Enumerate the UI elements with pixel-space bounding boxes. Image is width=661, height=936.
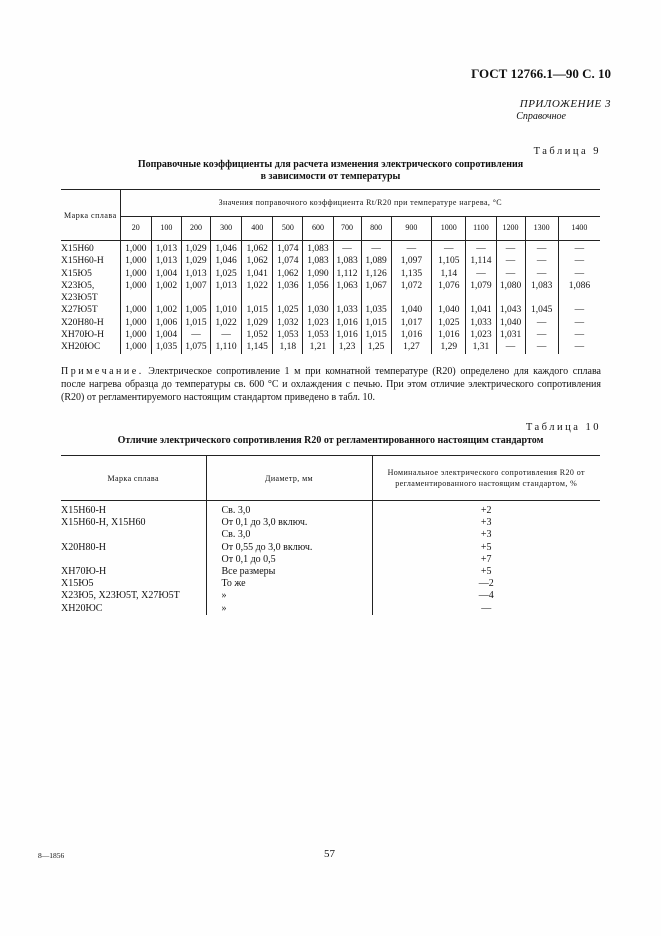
table9-cell: 1,006 <box>151 317 181 329</box>
table9-cell: 1,000 <box>120 241 151 256</box>
table9-alloy-name: Х20Н80-Н <box>61 317 104 328</box>
table9-cell: 1,036 <box>273 280 303 292</box>
table9-cell: 1,112 <box>333 268 361 280</box>
table10-diameter: От 0,1 до 0,5 <box>206 554 372 566</box>
table9-cell: 1,000 <box>120 268 151 280</box>
table9-temp-header: 1300 <box>525 217 558 241</box>
table10 <box>61 456 600 615</box>
table9-cell: 1,002 <box>151 304 181 316</box>
table10-value: +2 <box>372 501 600 518</box>
table9-alloy-name: ХН70Ю-Н <box>61 330 105 341</box>
table9-cell <box>211 292 242 304</box>
table9-cell: 1,14 <box>432 268 466 280</box>
table9-cell: 1,27 <box>391 341 431 353</box>
table9-temp-header: 700 <box>333 217 361 241</box>
table10-grade: ХН70Ю-Н <box>61 566 107 578</box>
table9-alloy-name: ХН20ЮС <box>61 342 101 353</box>
table9-header-values: Значения поправочного коэффициента Rt/R20 при температуре нагрева, °С <box>120 190 600 217</box>
table9-cell <box>391 292 431 304</box>
table10-grade: Х15Н60-Н <box>61 505 106 516</box>
table-row <box>61 329 600 341</box>
table10-grade: Х15Ю5 <box>61 578 94 590</box>
table9-temp-header: 400 <box>242 217 273 241</box>
table9-cell: — <box>496 255 525 267</box>
table-row <box>61 268 600 280</box>
table9-cell: 1,062 <box>273 268 303 280</box>
table9-cell: 1,013 <box>151 241 181 256</box>
table9-cell: 1,016 <box>333 329 361 341</box>
table9-temp-header: 300 <box>211 217 242 241</box>
table9-cell: 1,041 <box>242 268 273 280</box>
table10-value: +5 <box>372 542 600 554</box>
table9-cell: 1,105 <box>432 255 466 267</box>
table9-cell: 1,135 <box>391 268 431 280</box>
table-row <box>61 529 600 541</box>
table10-value: —4 <box>372 590 600 602</box>
table9-cell: 1,005 <box>181 304 210 316</box>
table-row <box>61 304 600 316</box>
document-header: ГОСТ 12766.1—90 С. 10 <box>471 66 611 81</box>
table9-cell: 1,040 <box>391 304 431 316</box>
table10-header-grade: Марка сплава <box>61 456 206 501</box>
table9-cell: 1,029 <box>242 317 273 329</box>
table9-temp-header: 800 <box>361 217 391 241</box>
table9-cell <box>466 292 496 304</box>
table-row <box>61 341 600 353</box>
table9-cell: 1,097 <box>391 255 431 267</box>
table9-cell: 1,040 <box>496 317 525 329</box>
table9-cell: 1,025 <box>432 317 466 329</box>
table9-cell: 1,033 <box>466 317 496 329</box>
note-lead: Примечание. <box>61 366 144 377</box>
table9-cell: 1,18 <box>273 341 303 353</box>
table9-cell: 1,062 <box>242 255 273 267</box>
table9-cell: — <box>558 241 600 256</box>
table-row <box>61 317 600 329</box>
table10-grade <box>61 529 206 541</box>
table9-cell: — <box>525 341 558 353</box>
table9-cell: 1,000 <box>120 304 151 316</box>
table10-diameter: От 0,55 до 3,0 включ. <box>206 542 372 554</box>
table9-cell: 1,023 <box>303 317 333 329</box>
table9-cell: 1,016 <box>391 329 431 341</box>
table9-cell: 1,126 <box>361 268 391 280</box>
table9-cell: — <box>525 241 558 256</box>
table9-cell: — <box>558 317 600 329</box>
table9-temp-header: 20 <box>120 217 151 241</box>
table9-cell: 1,010 <box>211 304 242 316</box>
table9-cell <box>333 292 361 304</box>
table9-cell: 1,110 <box>211 341 242 353</box>
table10-grade: ХН20ЮС <box>61 602 103 614</box>
table10-grade: Х20Н80-Н <box>61 541 106 553</box>
table9 <box>61 190 600 354</box>
table9-cell <box>432 292 466 304</box>
table9-cell: — <box>466 241 496 256</box>
table9-cell: 1,076 <box>432 280 466 292</box>
table9-temp-header: 500 <box>273 217 303 241</box>
table9-cell: — <box>558 304 600 316</box>
table9-cell: 1,022 <box>211 317 242 329</box>
table9-cell: — <box>496 341 525 353</box>
table9-header-name: Марка сплава <box>61 190 120 241</box>
appendix-title: ПРИЛОЖЕНИЕ 3 <box>519 98 611 110</box>
table10-value: —2 <box>372 578 600 590</box>
table10-diameter: От 0,1 до 3,0 включ. <box>206 517 372 529</box>
table-row <box>61 501 600 518</box>
table9-label: Таблица 9 <box>533 146 601 157</box>
table9-cell <box>303 292 333 304</box>
footer-code: 8—1856 <box>38 851 65 860</box>
appendix-subtitle: Справочное <box>516 111 566 122</box>
table9-cell: — <box>558 255 600 267</box>
table10-diameter: » <box>206 603 372 615</box>
table9-cell: 1,015 <box>361 329 391 341</box>
table9-cell: 1,21 <box>303 341 333 353</box>
table9-cell: 1,035 <box>361 304 391 316</box>
table9-alloy-name: Х15Н60 <box>61 244 94 254</box>
table9-cell: 1,063 <box>333 280 361 292</box>
table9-cell: — <box>496 268 525 280</box>
table9-temp-header: 1000 <box>432 217 466 241</box>
table9-cell <box>120 292 151 304</box>
table9-cell: 1,000 <box>120 329 151 341</box>
table9-cell: — <box>525 317 558 329</box>
table-row <box>61 280 600 292</box>
table10-value: +3 <box>372 517 600 529</box>
table9-alloy-name: Х15Н60-Н <box>61 256 104 267</box>
table9-cell: 1,23 <box>333 341 361 353</box>
table9-cell: — <box>361 241 391 256</box>
table9-alloy-name: Х15Ю5 <box>61 268 92 279</box>
table9-cell: 1,062 <box>242 241 273 256</box>
table-row <box>61 241 600 256</box>
table9-cell: 1,017 <box>391 317 431 329</box>
table9-cell: 1,023 <box>466 329 496 341</box>
table9-cell: 1,000 <box>120 317 151 329</box>
table9-cell: 1,032 <box>273 317 303 329</box>
table9-cell: 1,025 <box>211 268 242 280</box>
table9-cell <box>242 292 273 304</box>
table-row <box>61 554 600 566</box>
note-text: Электрическое сопротивление 1 м при комнатной температуре (R20) определено для каждого сплава после нагрева образца до температуры св. 600 °С и охлаждения с печью. При этом отличие электрического сопротивления (R20) от регламентируемого настоящим стандартом приведено в табл. 10. <box>61 366 601 403</box>
table9-cell: 1,25 <box>361 341 391 353</box>
table9-cell <box>558 292 600 304</box>
table9-cell: 1,004 <box>151 329 181 341</box>
table9-cell: 1,089 <box>361 255 391 267</box>
table9-cell: 1,052 <box>242 329 273 341</box>
table9-alloy-name: Х23Ю5Т <box>61 293 98 304</box>
table9-cell <box>181 292 210 304</box>
table9-cell: 1,013 <box>211 280 242 292</box>
table9-cell: — <box>432 241 466 256</box>
table9-temp-header: 900 <box>391 217 431 241</box>
table9-cell: 1,013 <box>181 268 210 280</box>
table9-cell: 1,000 <box>120 280 151 292</box>
table10-header-diameter: Диаметр, мм <box>206 456 372 501</box>
table9-temp-header: 1400 <box>558 217 600 241</box>
table9-cell: 1,000 <box>120 255 151 267</box>
table-row <box>61 292 600 304</box>
table9-cell: 1,015 <box>181 317 210 329</box>
table9-cell: 1,074 <box>273 241 303 256</box>
table10-diameter: » <box>206 590 372 602</box>
table9-cell: 1,035 <box>151 341 181 353</box>
table9-cell: 1,083 <box>525 280 558 292</box>
table9-cell: — <box>558 341 600 353</box>
table-row <box>61 566 600 578</box>
table9-alloy-name: Х27Ю5Т <box>61 305 98 316</box>
table9-title-line1: Поправочные коэффициенты для расчета изменения электрического сопротивления <box>137 159 524 170</box>
table10-diameter: Св. 3,0 <box>206 501 372 518</box>
table9-alloy-name: Х23Ю5, <box>61 280 95 291</box>
table9-cell: — <box>558 329 600 341</box>
table9-cell <box>273 292 303 304</box>
table-row <box>61 255 600 267</box>
table9-cell <box>151 292 181 304</box>
table10-title: Отличие электрического сопротивления R20 от регламентированного настоящим стандартом <box>117 435 544 446</box>
table10-value: +7 <box>372 554 600 566</box>
table9-cell: 1,31 <box>466 341 496 353</box>
table9-cell <box>361 292 391 304</box>
table9-cell: — <box>525 329 558 341</box>
table9-cell: 1,043 <box>496 304 525 316</box>
table9-cell: 1,145 <box>242 341 273 353</box>
table9-temp-header: 1100 <box>466 217 496 241</box>
table9-cell: — <box>391 241 431 256</box>
table10-grade: Х15Н60-Н, Х15Н60 <box>61 517 146 529</box>
table9-cell: 1,002 <box>151 280 181 292</box>
table10-diameter: То же <box>206 578 372 590</box>
table9-note <box>61 365 601 404</box>
table9-cell: 1,083 <box>303 255 333 267</box>
table9-cell: 1,033 <box>333 304 361 316</box>
table9-cell: 1,041 <box>466 304 496 316</box>
table9-cell: 1,080 <box>496 280 525 292</box>
table10-grade: Х23Ю5, Х23Ю5Т, Х27Ю5Т <box>61 590 180 602</box>
table10-value: +5 <box>372 566 600 578</box>
table9-cell <box>525 292 558 304</box>
table10-diameter: Св. 3,0 <box>206 529 372 541</box>
table-row <box>61 517 600 529</box>
table10-grade <box>61 554 206 566</box>
table9-cell: — <box>525 255 558 267</box>
table9-cell: 1,015 <box>242 304 273 316</box>
table9-cell: 1,053 <box>303 329 333 341</box>
table-row <box>61 578 600 590</box>
table9-cell: 1,022 <box>242 280 273 292</box>
table9-cell: 1,072 <box>391 280 431 292</box>
table9-cell: 1,079 <box>466 280 496 292</box>
table9-cell: 1,040 <box>432 304 466 316</box>
table9-cell: — <box>211 329 242 341</box>
table9-cell: 1,045 <box>525 304 558 316</box>
table9-cell: — <box>496 241 525 256</box>
table9-cell: — <box>333 241 361 256</box>
table9-cell: 1,013 <box>151 255 181 267</box>
table9-cell: 1,053 <box>273 329 303 341</box>
table10-value: +3 <box>372 529 600 541</box>
table9-cell: 1,016 <box>333 317 361 329</box>
table-row <box>61 590 600 602</box>
table9-cell: 1,086 <box>558 280 600 292</box>
table9-cell: 1,083 <box>303 241 333 256</box>
table9-temp-header: 1200 <box>496 217 525 241</box>
table9-title-line2: в зависимости от температуры <box>260 171 401 182</box>
table9-cell <box>496 292 525 304</box>
table9-cell: — <box>181 329 210 341</box>
table9-temp-header: 100 <box>151 217 181 241</box>
table9-temp-header: 200 <box>181 217 210 241</box>
table9-cell: 1,000 <box>120 341 151 353</box>
table10-diameter: Все размеры <box>206 566 372 578</box>
table9-cell: — <box>466 268 496 280</box>
table9-cell: 1,031 <box>496 329 525 341</box>
table9-cell: 1,075 <box>181 341 210 353</box>
table10-value: — <box>372 603 600 615</box>
table9-cell: 1,016 <box>432 329 466 341</box>
table9-cell: 1,114 <box>466 255 496 267</box>
table9-cell: 1,015 <box>361 317 391 329</box>
table9-title <box>60 159 601 183</box>
table9-temp-header: 600 <box>303 217 333 241</box>
page-number: 57 <box>324 848 335 860</box>
table9-cell: 1,056 <box>303 280 333 292</box>
table9-cell: 1,029 <box>181 241 210 256</box>
table9-cell: 1,025 <box>273 304 303 316</box>
table9-cell: 1,074 <box>273 255 303 267</box>
table9-cell: 1,004 <box>151 268 181 280</box>
table-row <box>61 603 600 615</box>
table9-cell: 1,067 <box>361 280 391 292</box>
table9-cell: 1,090 <box>303 268 333 280</box>
table9-cell: 1,007 <box>181 280 210 292</box>
table-row <box>61 542 600 554</box>
table9-cell: 1,083 <box>333 255 361 267</box>
table9-cell: 1,030 <box>303 304 333 316</box>
table9-cell: 1,046 <box>211 241 242 256</box>
table9-cell: — <box>525 268 558 280</box>
table9-cell: 1,29 <box>432 341 466 353</box>
table10-header-value: Номинальное электрического сопротивления R20 от регламентированного настоящим стандартом, % <box>372 456 600 501</box>
table9-cell: — <box>558 268 600 280</box>
table9-cell: 1,029 <box>181 255 210 267</box>
table10-label: Таблица 10 <box>525 422 601 433</box>
table9-cell: 1,046 <box>211 255 242 267</box>
